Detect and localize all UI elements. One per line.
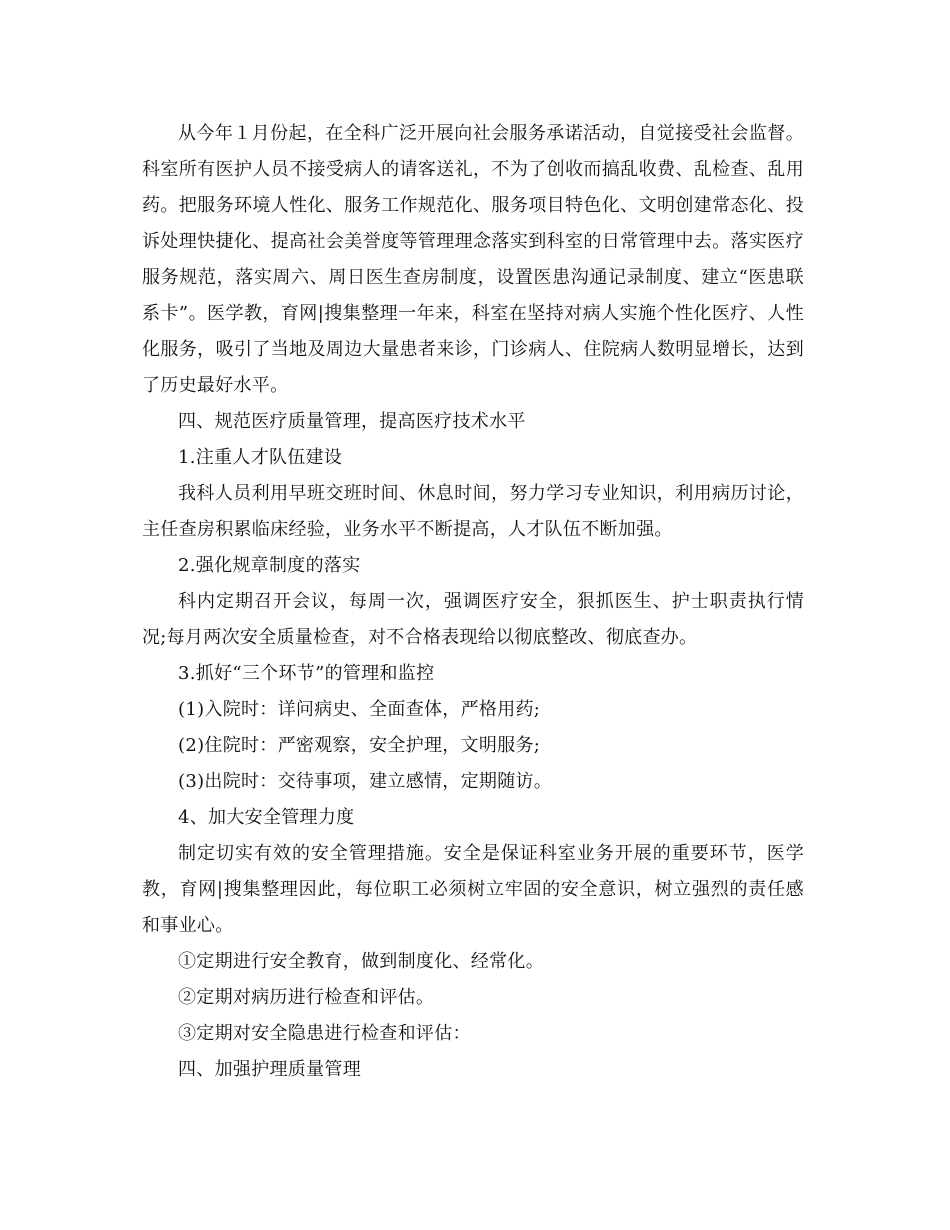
list-item-hazard-review: ③定期对安全隐患进行检查和评估： [178, 1023, 471, 1044]
list-item-record-review: ②定期对病历进行检查和评估。 [178, 987, 435, 1008]
paragraph-talent-team: 我科人员利用早班交班时间、休息时间，努力学习专业知识，利用病历讨论，主任查房积累临床经验，业务水平不断提高，人才队伍不断加强。 [142, 483, 804, 540]
paragraph-safety-management: 制定切实有效的安全管理措施。安全是保证科室业务开展的重要环节，医学教，育网|搜集整理因此，每位职工必须树立牢固的安全意识，树立强烈的责任感和事业心。 [142, 843, 804, 936]
subheading-safety-management: 4、加大安全管理力度 [178, 807, 355, 828]
subheading-rules-implementation: 2.强化规章制度的落实 [178, 555, 361, 576]
list-item-hospitalization: (2)住院时：严密观察，安全护理，文明服务; [178, 735, 541, 756]
list-item-safety-education: ①定期进行安全教育，做到制度化、经常化。 [178, 951, 544, 972]
section-heading-quality-management: 四、规范医疗质量管理，提高医疗技术水平 [178, 411, 526, 432]
list-item-discharge: (3)出院时：交待事项，建立感情，定期随访。 [178, 771, 553, 792]
paragraph-service-commitment: 从今年１月份起，在全科广泛开展向社会服务承诺活动，自觉接受社会监督。科室所有医护人员不接受病人的请客送礼，不为了创收而搞乱收费、乱检查、乱用药。把服务环境人性化、服务工作规范化、服务项目特色化、文明创建常态化、投诉处理快捷化、提高社会美誉度等管理理念落实到科室的日常管理中去。落实医疗服务规范，落实周六、周日医生查房制度，设置医患沟通记录制度、建立“医患联系卡”。医学教，育网|搜集整理一年来，科室在坚持对病人实施个性化医疗、人性化服务，吸引了当地及周边大量患者来诊，门诊病人、住院病人数明显增长，达到了历史最好水平。 [142, 123, 804, 396]
subheading-three-links: 3.抓好“三个环节”的管理和监控 [178, 663, 435, 684]
subheading-talent-team: 1.注重人才队伍建设 [178, 447, 343, 468]
list-item-admission: (1)入院时：详问病史、全面查体，严格用药; [178, 699, 541, 720]
section-heading-nursing-quality: 四、加强护理质量管理 [178, 1059, 361, 1080]
document-body [142, 116, 804, 1088]
paragraph-rules-implementation: 科内定期召开会议，每周一次，强调医疗安全，狠抓医生、护士职责执行情况;每月两次安全质量检查，对不合格表现给以彻底整改、彻底查办。 [142, 591, 804, 648]
